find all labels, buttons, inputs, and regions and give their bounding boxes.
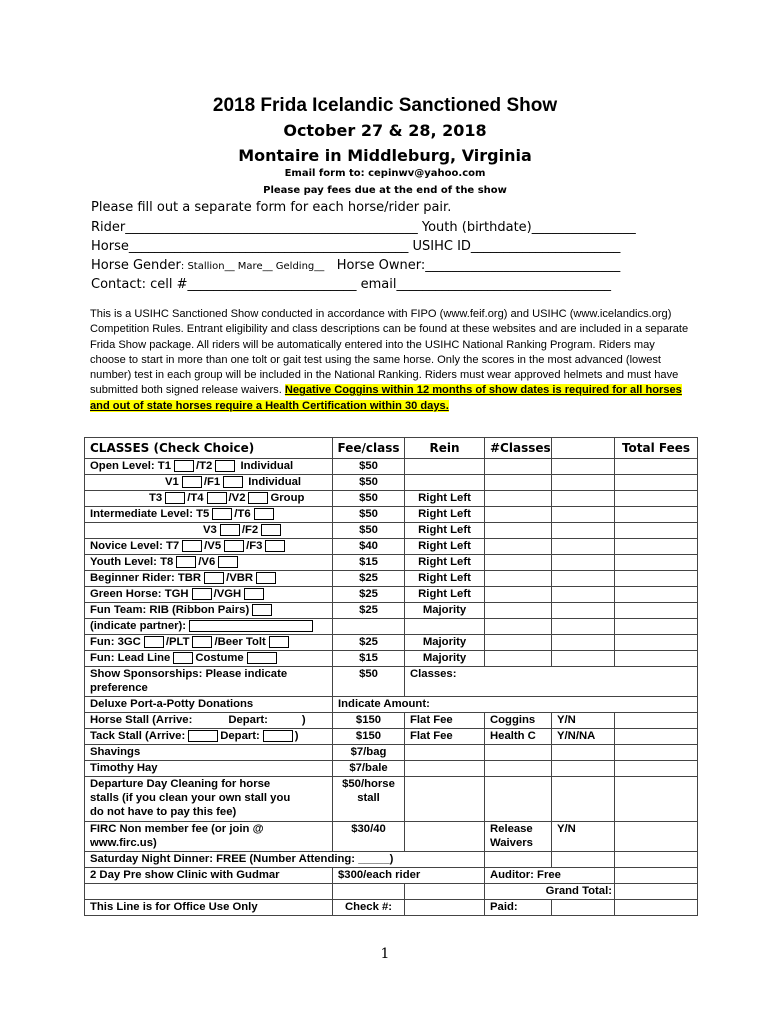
table-row: V3 /F2 $50 Right Left: [85, 523, 698, 539]
checkbox-f3[interactable]: [265, 540, 285, 552]
checkbox-tbr[interactable]: [204, 572, 224, 584]
payment-instruction: Please pay fees due at the end of the show: [263, 185, 507, 196]
coggins-yn[interactable]: Y/N: [552, 713, 615, 729]
grand-total-field[interactable]: [615, 884, 698, 900]
checkbox-v6[interactable]: [218, 556, 238, 568]
checkbox-v3[interactable]: [220, 524, 240, 536]
table-row: This Line is for Office Use Only Check #: Paid:: [85, 900, 698, 916]
table-row: Timothy Hay $7/bale: [85, 761, 698, 777]
table-row: Shavings $7/bag: [85, 745, 698, 761]
checkbox-tgh[interactable]: [192, 588, 212, 600]
col-header-num-classes: #Classes: [485, 438, 552, 459]
col-header-blank: [552, 438, 615, 459]
checkbox-t6[interactable]: [254, 508, 274, 520]
checkbox-t7[interactable]: [182, 540, 202, 552]
potty-amount[interactable]: Indicate Amount:: [333, 697, 698, 713]
table-row: Deluxe Port-a-Potty Donations Indicate Amount:: [85, 697, 698, 713]
table-row: T3 /T4 /V2 Group $50 Right Left: [85, 491, 698, 507]
checkbox-vbr[interactable]: [256, 572, 276, 584]
table-row: Open Level: T1 /T2 Individual $50: [85, 459, 698, 475]
table-row: (indicate partner):: [85, 619, 698, 635]
release-waivers-yn[interactable]: Y/N: [552, 822, 615, 852]
table-row: FIRC Non member fee (or join @ www.firc.us) $30/40 Release Waivers Y/N: [85, 822, 698, 852]
grand-total-label: Grand Total:: [485, 884, 615, 900]
checkbox-plt[interactable]: [192, 636, 212, 648]
rein-choice[interactable]: Right Left: [405, 491, 485, 507]
office-use-label: This Line is for Office Use Only: [85, 900, 333, 916]
checkbox-f1[interactable]: [223, 476, 243, 488]
checkbox-3gc[interactable]: [144, 636, 164, 648]
page-title: 2018 Frida Icelandic Sanctioned Show: [212, 95, 558, 116]
horse-field[interactable]: Horse___________________________________________ USIHC ID_______________________: [91, 239, 621, 254]
checkbox-t3[interactable]: [165, 492, 185, 504]
table-row: 2 Day Pre show Clinic with Gudmar $300/each rider Auditor: Free: [85, 868, 698, 884]
intro-text: This is a USIHC Sanctioned Show conducted in accordance with FIPO (www.feif.org) and USIHC (www.icelandics.org) Competition Rules. Entrant eligibility and class descriptions can be found at these websites and are included in a separate Frida Show package. All riders will be automatically entered into the USIHC National Ranking Program. Riders may choose to start in more than one tolt or gait test using the same horse. Only the scores in the most advanced (lowest number) test in each group will be included in the National Ranking. Riders must wear approved helmets and must have submitted both signed release waivers.: [90, 308, 689, 397]
checkbox-t1[interactable]: [174, 460, 194, 472]
table-row: Tack Stall (Arrive: Depart: ) $150 Flat Fee Health C Y/N/NA: [85, 729, 698, 745]
checkbox-vgh[interactable]: [244, 588, 264, 600]
health-cert-yn[interactable]: Y/N/NA: [552, 729, 615, 745]
rein-choice[interactable]: Right Left: [405, 507, 485, 523]
table-row: Green Horse: TGH /VGH $25 Right Left: [85, 587, 698, 603]
show-location: Montaire in Middleburg, Virginia: [238, 146, 532, 165]
table-row: Show Sponsorships: Please indicate preference $50 Classes:: [85, 667, 698, 697]
tack-arrive-field[interactable]: [188, 730, 218, 742]
checkbox-costume[interactable]: [247, 652, 277, 664]
checkbox-f2[interactable]: [261, 524, 281, 536]
dinner-attendance[interactable]: Saturday Night Dinner: FREE (Number Attending: _____): [85, 852, 485, 868]
horse-gender-field[interactable]: [91, 258, 620, 273]
checkbox-rib[interactable]: [252, 604, 272, 616]
table-row: Fun: Lead Line Costume $15 Majority: [85, 651, 698, 667]
page-number: 1: [380, 946, 390, 962]
rein-choice[interactable]: Right Left: [405, 523, 485, 539]
checkbox-v5[interactable]: [224, 540, 244, 552]
col-header-rein: Rein: [405, 438, 485, 459]
email-instruction: Email form to: cepinwv@yahoo.com: [284, 168, 486, 179]
checkbox-v1[interactable]: [182, 476, 202, 488]
col-header-total: Total Fees: [615, 438, 698, 459]
rein-choice[interactable]: Right Left: [405, 555, 485, 571]
tack-depart-field[interactable]: [263, 730, 293, 742]
checkbox-v2[interactable]: [248, 492, 268, 504]
table-row: [85, 884, 698, 900]
table-row: Youth Level: T8 /V6 $15 Right Left: [85, 555, 698, 571]
show-dates: October 27 & 28, 2018: [283, 121, 487, 140]
col-header-fee: Fee/class: [333, 438, 405, 459]
rein-choice[interactable]: Right Left: [405, 587, 485, 603]
table-row: [85, 852, 698, 868]
rein-choice[interactable]: Right Left: [405, 571, 485, 587]
fees-table: [84, 437, 698, 916]
table-row: Fun: 3GC /PLT /Beer Tolt $25 Majority: [85, 635, 698, 651]
table-row: Beginner Rider: TBR /VBR $25 Right Left: [85, 571, 698, 587]
table-row: Intermediate Level: T5 /T6 $50 Right Left: [85, 507, 698, 523]
col-header-classes: CLASSES (Check Choice): [85, 438, 333, 459]
table-row: Fun Team: RIB (Ribbon Pairs) $25 Majority: [85, 603, 698, 619]
form-instruction: Please fill out a separate form for each horse/rider pair.: [91, 200, 452, 215]
table-row: Horse Stall (Arrive: Depart: ) $150 Flat Fee Coggins Y/N: [85, 713, 698, 729]
table-row: Novice Level: T7 /V5 /F3 $40 Right Left: [85, 539, 698, 555]
gender-options[interactable]: : Stallion__ Mare__ Gelding__: [180, 261, 325, 272]
checkbox-lead-line[interactable]: [173, 652, 193, 664]
checkbox-t5[interactable]: [212, 508, 232, 520]
rider-field[interactable]: Rider_____________________________________________ Youth (birthdate)________________: [91, 220, 636, 235]
partner-input[interactable]: [189, 620, 313, 632]
intro-paragraph: [90, 307, 690, 414]
rein-choice[interactable]: Right Left: [405, 539, 485, 555]
gender-label: Horse Gender: [91, 258, 181, 273]
table-row: V1 /F1 Individual $50: [85, 475, 698, 491]
horse-owner-field[interactable]: Horse Owner:______________________________: [336, 258, 621, 273]
checkbox-beer-tolt[interactable]: [269, 636, 289, 648]
checkbox-t2[interactable]: [215, 460, 235, 472]
checkbox-t4[interactable]: [207, 492, 227, 504]
contact-field[interactable]: Contact: cell #__________________________ email_________________________________: [91, 277, 611, 292]
coggins-requirement: Negative Coggins within 12 months of show dates is required for all horses and out of state horses require a Health Certification within 30 days.: [90, 384, 682, 412]
checkbox-t8[interactable]: [176, 556, 196, 568]
table-header-row: [85, 438, 698, 459]
table-row: Departure Day Cleaning for horse stalls (if you clean your own stall you do not have to pay this fee) $50/horse stall: [85, 777, 698, 822]
